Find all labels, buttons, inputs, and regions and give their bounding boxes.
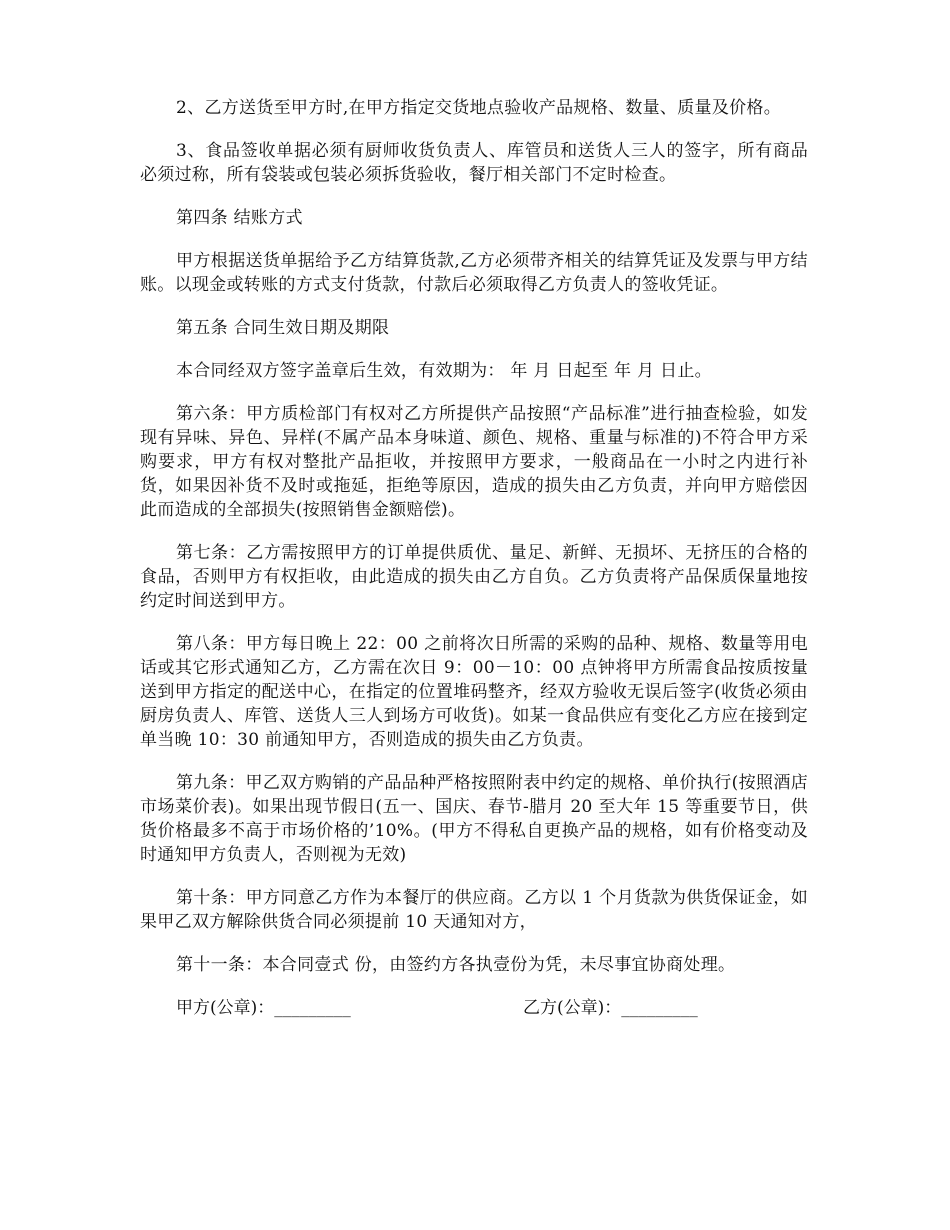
article-4-body: 甲方根据送货单据给予乙方结算货款,乙方必须带齐相关的结算凭证及发票与甲方结账。以现金或转账的方式支付货款，付款后必须取得乙方负责人的签收凭证。: [140, 251, 808, 295]
article-5-body: 本合同经双方签字盖章后生效，有效期为： 年 月 日起至 年 月 日止。: [176, 361, 712, 381]
party-b-signature: 乙方(公章)：_________: [523, 998, 698, 1018]
party-a-signature: 甲方(公章)：_________: [176, 998, 351, 1018]
article-4-heading: 第四条 结账方式: [176, 208, 303, 228]
article-7: 第七条：乙方需按照甲方的订单提供质优、量足、新鲜、无损坏、无挤压的合格的食品，否则甲方有权拒收，由此造成的损失由乙方自负。乙方负责将产品保质保量地按约定时间送到甲方。: [140, 543, 808, 611]
signature-row: [140, 996, 808, 1020]
article-8: 第八条：甲方每日晚上 22：00 之前将次日所需的采购的品种、规格、数量等用电话或其它形式通知乙方，乙方需在次日 9：00－10：00 点钟将甲方所需食品按质按量送到甲方指定的配送中心，在指定的位置堆码整齐，经双方验收无误后签字(收货必须由厨房负责人、库管、送货人三人到场方可收货)。如某一食品供应有变化乙方应在接到定单当晚 10：30 前通知甲方，否则造成的损失由乙方负责。: [140, 634, 808, 750]
article-6: 第六条：甲方质检部门有权对乙方所提供产品按照“产品标准”进行抽查检验，如发现有异味、异色、异样(不属产品本身味道、颜色、规格、重量与标准的)不符合甲方采购要求，甲方有权对整批产品拒收，并按照甲方要求，一般商品在一小时之内进行补货，如果因补货不及时或拖延，拒绝等原因，造成的损失由乙方负责，并向甲方赔偿因此而造成的全部损失(按照销售金额赔偿)。: [140, 404, 808, 520]
article-5-heading: 第五条 合同生效日期及期限: [176, 318, 390, 338]
clause-paragraph-3: 3、食品签收单据必须有厨师收货负责人、库管员和送货人三人的签字，所有商品必须过称，所有袋装或包装必须拆货验收，餐厅相关部门不定时检查。: [140, 141, 808, 185]
article-10: 第十条：甲方同意乙方作为本餐厅的供应商。乙方以 1 个月货款为供货保证金，如果甲乙双方解除供货合同必须提前 10 天通知对方，: [140, 888, 808, 932]
clause-paragraph-2: 2、乙方送货至甲方时,在甲方指定交货地点验收产品规格、数量、质量及价格。: [176, 98, 782, 118]
article-11: 第十一条：本合同壹式 份，由签约方各执壹份为凭，未尽事宜协商处理。: [176, 955, 736, 975]
article-9: 第九条：甲乙双方购销的产品品种严格按照附表中约定的规格、单价执行(按照酒店市场菜价表)。如果出现节假日(五一、国庆、春节-腊月 20 至大年 15 等重要节日，供货价格最多不高于市场价格的’10%。(甲方不得私自更换产品的规格，如有价格变动及时通知甲方负责人，否则视为无效): [140, 773, 808, 865]
contract-page: [140, 96, 808, 1020]
